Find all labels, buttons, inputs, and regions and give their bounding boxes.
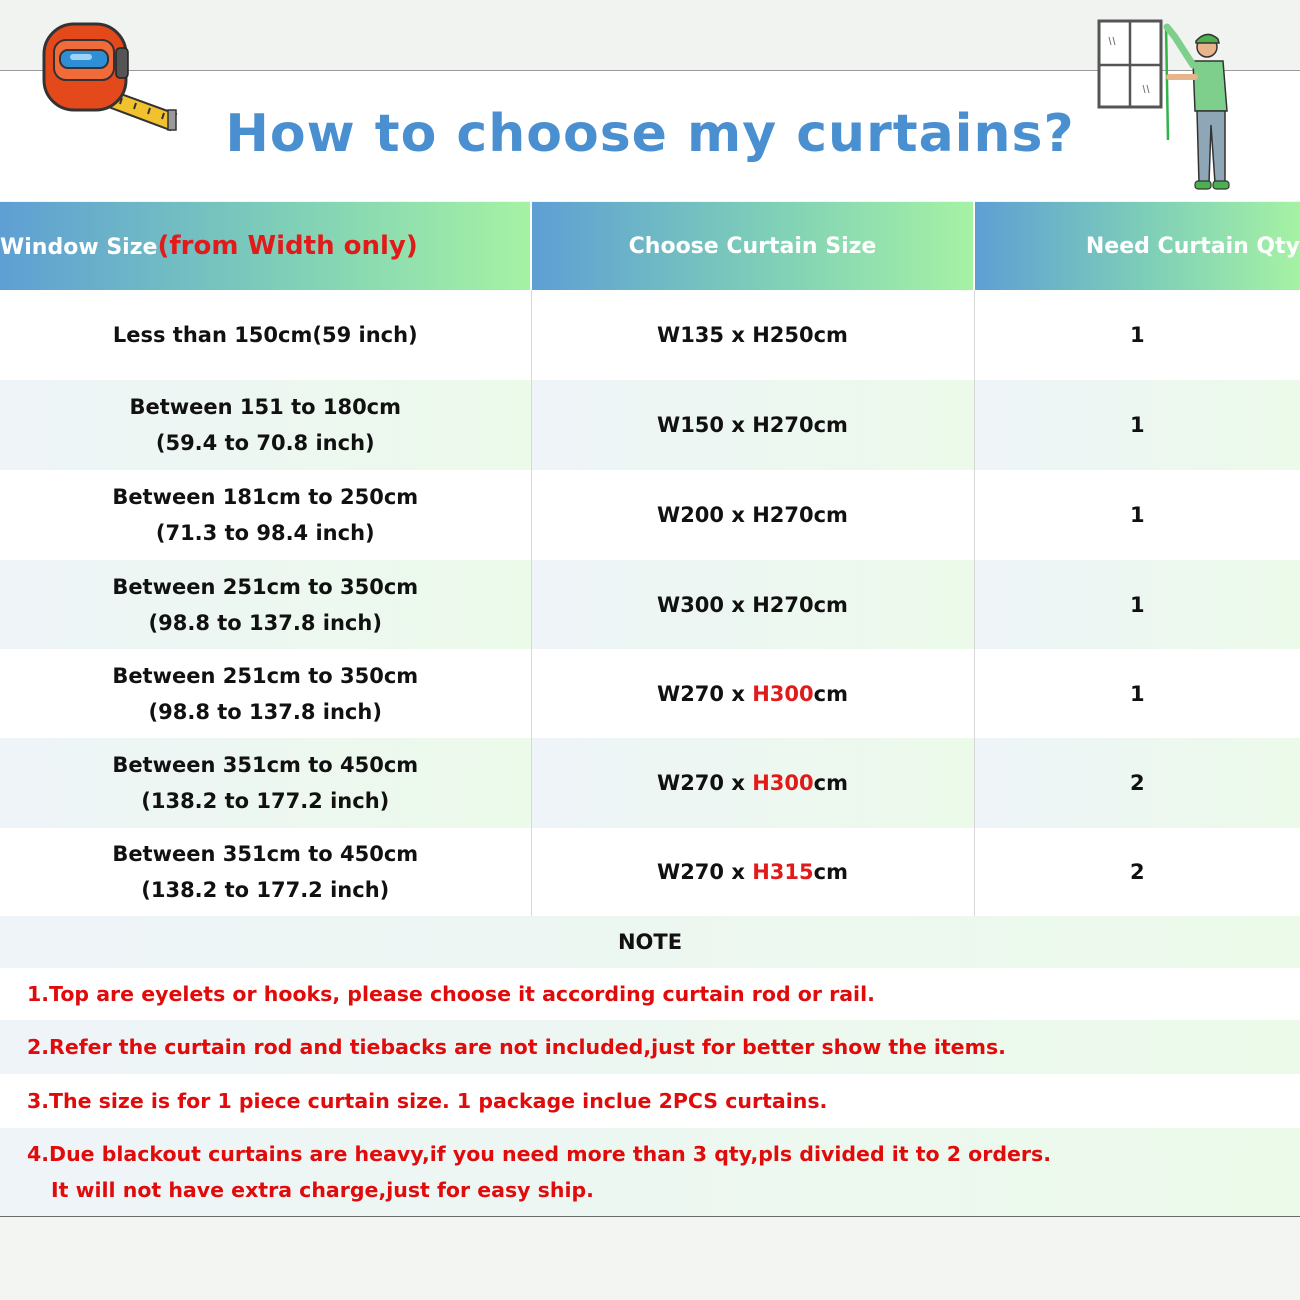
curtain-size-text: W150 x H270cm	[657, 413, 848, 437]
page-title: How to choose my curtains?	[225, 104, 1075, 164]
curtain-unit-text: cm	[813, 860, 848, 884]
table-row	[0, 470, 1300, 560]
note-text: 2.Refer the curtain rod and tiebacks are not included,just for better show the items.	[27, 1035, 1006, 1059]
window-size-line: Between 251cm to 350cm	[112, 574, 419, 599]
curtain-size-cell	[531, 828, 974, 916]
curtain-size-cell	[531, 290, 974, 380]
curtain-size-cell	[531, 738, 974, 828]
qty-cell: 1	[974, 380, 1300, 470]
header-width-only-note: (from Width only)	[157, 231, 418, 261]
curtain-size-table	[0, 202, 1300, 916]
header-window-size-label: Window Size	[0, 235, 158, 260]
window-size-inch-line: (138.2 to 177.2 inch)	[141, 789, 390, 813]
window-size-inch-line: (59.4 to 70.8 inch)	[155, 431, 375, 455]
curtain-size-cell	[531, 470, 974, 560]
window-size-inch-line: (138.2 to 177.2 inch)	[141, 878, 390, 902]
window-size-inch-line: (71.3 to 98.4 inch)	[155, 521, 375, 545]
table-row	[0, 290, 1300, 380]
note-heading: NOTE	[0, 916, 1300, 968]
curtain-size-cell	[531, 649, 974, 738]
header-curtain-qty: Need Curtain Qty	[974, 202, 1300, 290]
window-size-line: Between 351cm to 450cm	[112, 842, 419, 866]
note-text-continued: It will not have extra charge,just for easy ship.	[51, 1178, 594, 1202]
curtain-height-highlight: H300	[752, 681, 814, 706]
window-size-line: Between 181cm to 250cm	[112, 485, 419, 509]
window-size-inch-line: (98.8 to 137.8 inch)	[148, 610, 382, 635]
curtain-size-cell	[531, 380, 974, 470]
table-row	[0, 738, 1300, 828]
curtain-size-text: W300 x H270cm	[657, 592, 848, 617]
note-text: 1.Top are eyelets or hooks, please choose it according curtain rod or rail.	[27, 982, 875, 1006]
window-size-line: Between 251cm to 350cm	[112, 663, 419, 688]
note-item	[0, 1020, 1300, 1074]
qty-cell: 1	[974, 560, 1300, 649]
window-size-cell	[0, 649, 531, 738]
bottom-divider	[0, 1216, 1300, 1217]
curtain-unit-text: cm	[813, 771, 848, 795]
qty-cell: 2	[974, 828, 1300, 916]
window-size-cell	[0, 828, 531, 916]
table-row	[0, 649, 1300, 738]
note-item	[0, 1128, 1300, 1216]
note-text: 3.The size is for 1 piece curtain size. 1 package inclue 2PCS curtains.	[27, 1089, 828, 1113]
curtain-unit-text: cm	[813, 681, 848, 706]
measuring-worker-icon	[1095, 15, 1245, 197]
window-size-inch-line: (98.8 to 137.8 inch)	[148, 699, 382, 724]
curtain-width-text: W270 x	[657, 681, 753, 706]
qty-cell: 1	[974, 290, 1300, 380]
table-header-row	[0, 202, 1300, 290]
curtain-width-text: W270 x	[657, 771, 753, 795]
window-size-cell	[0, 470, 531, 560]
curtain-height-highlight: H315	[752, 860, 814, 884]
table-row	[0, 828, 1300, 916]
curtain-height-highlight: H300	[752, 771, 814, 795]
qty-cell: 1	[974, 470, 1300, 560]
qty-cell: 1	[974, 649, 1300, 738]
curtain-size-cell	[531, 560, 974, 649]
window-size-cell	[0, 738, 531, 828]
curtain-width-text: W270 x	[657, 860, 753, 884]
qty-cell: 2	[974, 738, 1300, 828]
window-size-line: Between 151 to 180cm	[129, 395, 402, 419]
window-size-line: Between 351cm to 450cm	[112, 753, 419, 777]
header-window-size	[0, 202, 531, 290]
note-text: 4.Due blackout curtains are heavy,if you need more than 3 qty,pls divided it to 2 orders.	[27, 1142, 1052, 1166]
window-size-cell	[0, 560, 531, 649]
note-item	[0, 968, 1300, 1020]
window-size-cell	[0, 290, 531, 380]
curtain-size-text: W135 x H250cm	[657, 323, 848, 347]
window-size-line: Less than 150cm(59 inch)	[112, 323, 418, 347]
header-curtain-size: Choose Curtain Size	[531, 202, 974, 290]
window-size-cell	[0, 380, 531, 470]
curtain-size-text: W200 x H270cm	[657, 503, 848, 527]
table-row	[0, 560, 1300, 649]
table-row	[0, 380, 1300, 470]
note-item	[0, 1074, 1300, 1128]
